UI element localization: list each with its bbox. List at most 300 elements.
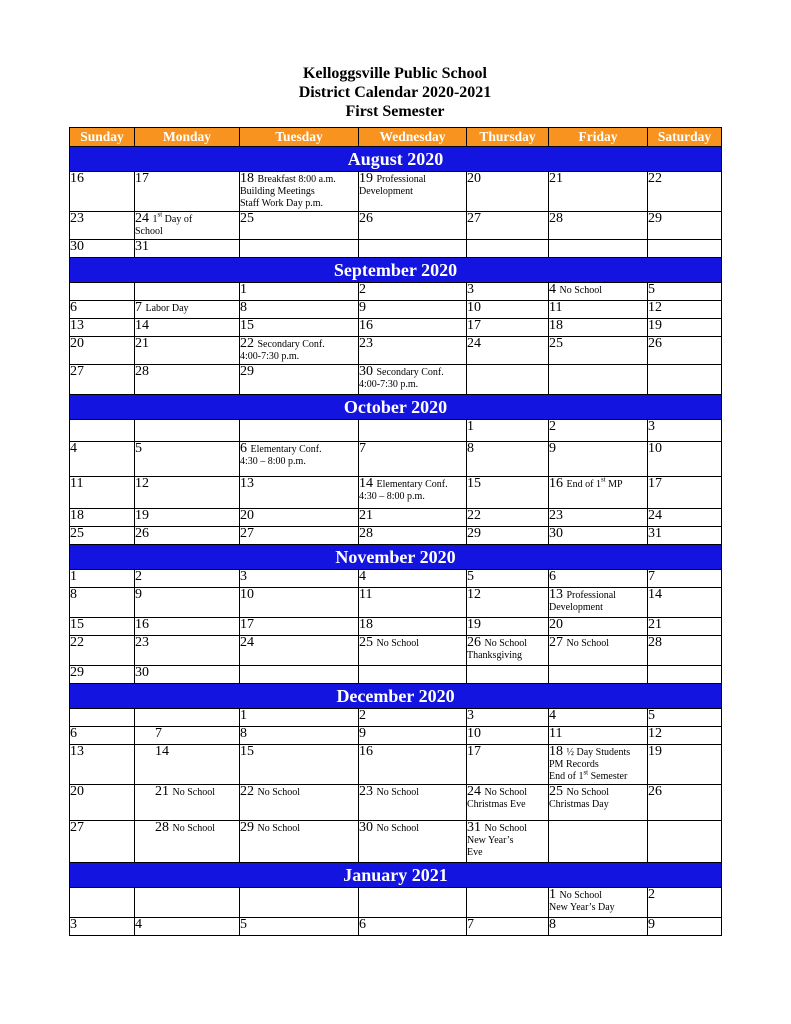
day-note: Professional bbox=[376, 174, 426, 185]
week-row bbox=[70, 570, 722, 588]
day-cell bbox=[359, 888, 467, 918]
day-cell bbox=[240, 283, 359, 301]
month-header-row bbox=[70, 545, 722, 570]
day-note: Secondary Conf. bbox=[376, 367, 444, 378]
week-row bbox=[70, 212, 722, 240]
day-cell bbox=[135, 918, 240, 936]
day-cell bbox=[467, 618, 549, 636]
day-number: 29 bbox=[467, 526, 481, 541]
day-number: 12 bbox=[135, 476, 149, 491]
calendar-body bbox=[70, 147, 722, 936]
day-cell bbox=[359, 745, 467, 785]
day-cell bbox=[549, 172, 648, 212]
day-note: No School bbox=[559, 890, 602, 901]
day-cell bbox=[240, 527, 359, 545]
day-cell bbox=[648, 509, 722, 527]
weekday-tuesday: Tuesday bbox=[240, 128, 359, 147]
day-number: 30 bbox=[135, 665, 149, 680]
day-number: 30 bbox=[359, 820, 373, 835]
day-cell bbox=[359, 618, 467, 636]
day-number: 27 bbox=[70, 820, 84, 835]
day-cell bbox=[549, 821, 648, 863]
day-note-line: New Year’s bbox=[467, 835, 514, 846]
day-note: ½ Day Students bbox=[566, 747, 631, 758]
day-cell bbox=[70, 212, 135, 240]
day-number: 13 bbox=[240, 476, 254, 491]
day-number: 20 bbox=[70, 784, 84, 799]
day-cell bbox=[359, 785, 467, 821]
day-note-line: Development bbox=[549, 602, 603, 613]
day-number: 30 bbox=[70, 239, 84, 254]
week-row bbox=[70, 618, 722, 636]
day-cell bbox=[648, 570, 722, 588]
day-number: 24 bbox=[467, 336, 481, 351]
day-cell bbox=[648, 785, 722, 821]
day-number: 30 bbox=[359, 364, 373, 379]
day-cell bbox=[359, 570, 467, 588]
day-number: 10 bbox=[467, 300, 481, 315]
weekday-header-row bbox=[70, 128, 722, 147]
day-note: Breakfast 8:00 a.m. bbox=[257, 174, 336, 185]
day-number: 19 bbox=[467, 617, 481, 632]
day-cell bbox=[240, 442, 359, 477]
day-cell bbox=[240, 636, 359, 666]
day-cell bbox=[240, 785, 359, 821]
day-number: 18 bbox=[549, 744, 563, 759]
day-number: 23 bbox=[359, 784, 373, 799]
day-number: 5 bbox=[240, 917, 247, 932]
week-row bbox=[70, 666, 722, 684]
day-cell bbox=[648, 821, 722, 863]
day-cell bbox=[359, 821, 467, 863]
day-number: 9 bbox=[135, 587, 142, 602]
day-cell bbox=[240, 240, 359, 258]
day-note-line: Building Meetings bbox=[240, 186, 315, 197]
day-cell bbox=[648, 319, 722, 337]
day-cell bbox=[549, 666, 648, 684]
day-cell bbox=[135, 636, 240, 666]
day-number: 23 bbox=[359, 336, 373, 351]
week-row bbox=[70, 709, 722, 727]
day-cell bbox=[549, 745, 648, 785]
day-number: 20 bbox=[467, 171, 481, 186]
day-cell bbox=[70, 420, 135, 442]
day-number: 20 bbox=[70, 336, 84, 351]
day-cell bbox=[648, 588, 722, 618]
month-header-row bbox=[70, 684, 722, 709]
day-cell bbox=[135, 212, 240, 240]
day-note: No School bbox=[257, 787, 300, 798]
calendar-title: District Calendar 2020-2021 bbox=[298, 84, 492, 101]
day-cell bbox=[70, 727, 135, 745]
day-number: 7 bbox=[135, 300, 142, 315]
day-number: 21 bbox=[359, 508, 373, 523]
day-number: 12 bbox=[648, 726, 662, 741]
day-number: 22 bbox=[648, 171, 662, 186]
day-number: 23 bbox=[135, 635, 149, 650]
day-cell bbox=[359, 477, 467, 509]
day-cell bbox=[240, 477, 359, 509]
day-number: 30 bbox=[549, 526, 563, 541]
day-number: 8 bbox=[70, 587, 77, 602]
month-title: August 2020 bbox=[70, 147, 722, 172]
day-number: 15 bbox=[70, 617, 84, 632]
day-cell bbox=[70, 172, 135, 212]
day-number: 31 bbox=[648, 526, 662, 541]
day-number: 8 bbox=[549, 917, 556, 932]
day-number: 22 bbox=[70, 635, 84, 650]
day-cell bbox=[240, 709, 359, 727]
day-cell bbox=[467, 666, 549, 684]
day-cell bbox=[70, 588, 135, 618]
day-number: 6 bbox=[70, 300, 77, 315]
day-cell bbox=[549, 212, 648, 240]
day-number: 6 bbox=[549, 569, 556, 584]
day-number: 6 bbox=[359, 917, 366, 932]
day-cell bbox=[359, 212, 467, 240]
day-note: No School bbox=[172, 787, 215, 798]
month-title: November 2020 bbox=[70, 545, 722, 570]
day-cell bbox=[359, 337, 467, 365]
day-number: 19 bbox=[648, 744, 662, 759]
day-number: 2 bbox=[549, 419, 556, 434]
day-number: 14 bbox=[135, 318, 149, 333]
day-number: 9 bbox=[648, 917, 655, 932]
day-cell bbox=[240, 337, 359, 365]
day-cell bbox=[359, 240, 467, 258]
day-cell bbox=[359, 365, 467, 395]
day-cell bbox=[359, 666, 467, 684]
day-cell bbox=[467, 509, 549, 527]
day-cell bbox=[467, 442, 549, 477]
day-cell bbox=[240, 918, 359, 936]
day-cell bbox=[648, 477, 722, 509]
day-cell bbox=[240, 509, 359, 527]
day-cell bbox=[135, 283, 240, 301]
day-cell bbox=[240, 319, 359, 337]
day-cell bbox=[549, 240, 648, 258]
day-cell bbox=[648, 172, 722, 212]
day-number: 24 bbox=[648, 508, 662, 523]
day-number: 27 bbox=[467, 211, 481, 226]
day-cell bbox=[648, 301, 722, 319]
day-cell bbox=[648, 618, 722, 636]
day-cell bbox=[70, 888, 135, 918]
week-row bbox=[70, 240, 722, 258]
day-number: 21 bbox=[549, 171, 563, 186]
day-cell bbox=[467, 918, 549, 936]
day-note: No School bbox=[566, 787, 609, 798]
day-note: No School bbox=[376, 823, 419, 834]
day-number: 27 bbox=[549, 635, 563, 650]
day-cell bbox=[549, 918, 648, 936]
month-header-row bbox=[70, 258, 722, 283]
day-note-line bbox=[549, 768, 647, 783]
day-cell bbox=[70, 821, 135, 863]
day-note: No School bbox=[484, 823, 527, 834]
month-title: October 2020 bbox=[70, 395, 722, 420]
day-number: 22 bbox=[240, 784, 254, 799]
day-cell bbox=[240, 365, 359, 395]
day-cell bbox=[467, 709, 549, 727]
day-number: 3 bbox=[467, 282, 474, 297]
day-cell bbox=[359, 527, 467, 545]
day-note: Labor Day bbox=[145, 303, 189, 314]
day-number: 26 bbox=[135, 526, 149, 541]
day-cell bbox=[135, 745, 240, 785]
day-number: 18 bbox=[70, 508, 84, 523]
day-note-suffix: MP bbox=[605, 479, 623, 490]
day-number: 28 bbox=[135, 364, 149, 379]
day-cell bbox=[648, 666, 722, 684]
weekday-sunday: Sunday bbox=[70, 128, 135, 147]
day-number: 12 bbox=[467, 587, 481, 602]
day-number: 25 bbox=[70, 526, 84, 541]
day-number: 13 bbox=[549, 587, 563, 602]
day-cell bbox=[467, 283, 549, 301]
week-row bbox=[70, 477, 722, 509]
day-cell bbox=[648, 283, 722, 301]
day-number: 5 bbox=[648, 708, 655, 723]
day-number: 13 bbox=[70, 318, 84, 333]
day-number: 7 bbox=[467, 917, 474, 932]
day-number: 3 bbox=[70, 917, 77, 932]
weekday-friday: Friday bbox=[549, 128, 648, 147]
week-row bbox=[70, 509, 722, 527]
day-number: 28 bbox=[155, 820, 169, 835]
day-cell bbox=[467, 888, 549, 918]
day-cell bbox=[359, 172, 467, 212]
day-cell bbox=[648, 420, 722, 442]
day-cell bbox=[549, 636, 648, 666]
week-row bbox=[70, 588, 722, 618]
day-cell bbox=[359, 636, 467, 666]
day-cell bbox=[549, 570, 648, 588]
calendar-header bbox=[69, 64, 721, 121]
day-number: 17 bbox=[240, 617, 254, 632]
day-number: 27 bbox=[70, 364, 84, 379]
day-cell bbox=[549, 618, 648, 636]
day-cell bbox=[240, 727, 359, 745]
day-number: 1 bbox=[467, 419, 474, 434]
day-number: 9 bbox=[359, 300, 366, 315]
day-cell bbox=[549, 888, 648, 918]
day-cell bbox=[135, 420, 240, 442]
day-cell bbox=[467, 588, 549, 618]
day-number: 10 bbox=[467, 726, 481, 741]
day-cell bbox=[70, 365, 135, 395]
day-number: 1 bbox=[549, 887, 556, 902]
week-row bbox=[70, 918, 722, 936]
day-cell bbox=[467, 365, 549, 395]
day-cell bbox=[549, 588, 648, 618]
day-cell bbox=[549, 283, 648, 301]
day-number: 22 bbox=[240, 336, 254, 351]
day-cell bbox=[549, 442, 648, 477]
day-number: 15 bbox=[240, 318, 254, 333]
day-cell bbox=[135, 442, 240, 477]
week-row bbox=[70, 727, 722, 745]
day-cell bbox=[240, 618, 359, 636]
day-cell bbox=[135, 240, 240, 258]
day-number: 18 bbox=[549, 318, 563, 333]
day-cell bbox=[240, 745, 359, 785]
day-cell bbox=[359, 283, 467, 301]
day-cell bbox=[70, 785, 135, 821]
month-header-row bbox=[70, 147, 722, 172]
day-number: 17 bbox=[467, 744, 481, 759]
day-number: 25 bbox=[549, 784, 563, 799]
day-cell bbox=[70, 319, 135, 337]
day-cell bbox=[240, 888, 359, 918]
day-cell bbox=[70, 666, 135, 684]
day-number: 24 bbox=[135, 211, 149, 226]
week-row bbox=[70, 420, 722, 442]
day-number: 6 bbox=[70, 726, 77, 741]
day-number: 5 bbox=[648, 282, 655, 297]
week-row bbox=[70, 527, 722, 545]
day-number: 28 bbox=[549, 211, 563, 226]
day-cell bbox=[648, 888, 722, 918]
day-number: 21 bbox=[135, 336, 149, 351]
day-cell bbox=[467, 477, 549, 509]
day-cell bbox=[359, 588, 467, 618]
day-cell bbox=[549, 301, 648, 319]
day-number: 16 bbox=[549, 476, 563, 491]
day-note: 1 bbox=[152, 214, 158, 225]
day-number: 1 bbox=[240, 282, 247, 297]
week-row bbox=[70, 319, 722, 337]
day-cell bbox=[70, 745, 135, 785]
day-note-line: 4:00-7:30 p.m. bbox=[359, 379, 419, 390]
day-cell bbox=[549, 365, 648, 395]
day-number: 26 bbox=[467, 635, 481, 650]
day-note: Professional bbox=[566, 590, 616, 601]
day-cell bbox=[359, 709, 467, 727]
day-number: 8 bbox=[467, 441, 474, 456]
day-cell bbox=[549, 420, 648, 442]
month-header-row bbox=[70, 863, 722, 888]
day-cell bbox=[135, 727, 240, 745]
day-cell bbox=[648, 365, 722, 395]
day-number: 21 bbox=[155, 784, 169, 799]
day-cell bbox=[135, 785, 240, 821]
week-row bbox=[70, 337, 722, 365]
day-number: 11 bbox=[549, 300, 563, 315]
weekday-monday: Monday bbox=[135, 128, 240, 147]
week-row bbox=[70, 636, 722, 666]
day-note: No School bbox=[172, 823, 215, 834]
day-cell bbox=[359, 420, 467, 442]
day-cell bbox=[70, 283, 135, 301]
day-cell bbox=[70, 570, 135, 588]
day-note-part: End of 1 bbox=[549, 771, 584, 782]
day-number: 4 bbox=[135, 917, 142, 932]
day-note-line: School bbox=[135, 226, 163, 237]
week-row bbox=[70, 888, 722, 918]
day-cell bbox=[467, 570, 549, 588]
day-number: 13 bbox=[70, 744, 84, 759]
day-cell bbox=[549, 709, 648, 727]
day-cell bbox=[648, 918, 722, 936]
day-note: Secondary Conf. bbox=[257, 339, 325, 350]
day-number: 23 bbox=[70, 211, 84, 226]
day-cell bbox=[70, 337, 135, 365]
day-cell bbox=[240, 588, 359, 618]
month-title: January 2021 bbox=[70, 863, 722, 888]
day-number: 26 bbox=[648, 784, 662, 799]
day-cell bbox=[467, 212, 549, 240]
day-note: No School bbox=[484, 787, 527, 798]
day-number: 3 bbox=[240, 569, 247, 584]
day-cell bbox=[467, 727, 549, 745]
day-cell bbox=[240, 666, 359, 684]
day-number: 11 bbox=[70, 476, 84, 491]
day-number: 15 bbox=[467, 476, 481, 491]
day-note: Elementary Conf. bbox=[376, 479, 448, 490]
day-cell bbox=[359, 442, 467, 477]
day-number: 7 bbox=[359, 441, 366, 456]
day-note-line: Christmas Day bbox=[549, 799, 609, 810]
day-note: No School bbox=[559, 285, 602, 296]
day-number: 5 bbox=[467, 569, 474, 584]
day-number: 5 bbox=[135, 441, 142, 456]
day-cell bbox=[549, 509, 648, 527]
day-note-line: PM Records bbox=[549, 759, 599, 770]
day-cell bbox=[135, 301, 240, 319]
month-header-row bbox=[70, 395, 722, 420]
day-cell bbox=[240, 301, 359, 319]
day-cell bbox=[70, 509, 135, 527]
day-number: 2 bbox=[359, 282, 366, 297]
day-number: 4 bbox=[549, 708, 556, 723]
day-number: 11 bbox=[359, 587, 373, 602]
day-number: 20 bbox=[240, 508, 254, 523]
day-number: 24 bbox=[467, 784, 481, 799]
day-cell bbox=[467, 337, 549, 365]
day-cell bbox=[135, 821, 240, 863]
day-number: 27 bbox=[240, 526, 254, 541]
day-number: 17 bbox=[648, 476, 662, 491]
day-note: No School bbox=[376, 638, 419, 649]
day-number: 16 bbox=[359, 318, 373, 333]
day-number: 20 bbox=[549, 617, 563, 632]
day-cell bbox=[70, 618, 135, 636]
day-cell bbox=[359, 509, 467, 527]
day-number: 29 bbox=[240, 364, 254, 379]
day-number: 29 bbox=[240, 820, 254, 835]
day-note-line: 4:30 – 8:00 p.m. bbox=[359, 491, 425, 502]
day-cell bbox=[135, 319, 240, 337]
day-number: 4 bbox=[70, 441, 77, 456]
month-title: December 2020 bbox=[70, 684, 722, 709]
day-number: 1 bbox=[70, 569, 77, 584]
day-number: 9 bbox=[549, 441, 556, 456]
day-cell bbox=[70, 636, 135, 666]
day-note: Elementary Conf. bbox=[250, 444, 322, 455]
day-cell bbox=[70, 477, 135, 509]
day-number: 3 bbox=[648, 419, 655, 434]
day-cell bbox=[648, 709, 722, 727]
day-note: No School bbox=[566, 638, 609, 649]
day-note-part: Semester bbox=[588, 771, 628, 782]
day-number: 2 bbox=[359, 708, 366, 723]
day-number: 21 bbox=[648, 617, 662, 632]
day-cell bbox=[467, 420, 549, 442]
day-cell bbox=[359, 727, 467, 745]
day-note: End of 1 bbox=[566, 479, 601, 490]
school-name: Kelloggsville Public School bbox=[302, 65, 487, 82]
